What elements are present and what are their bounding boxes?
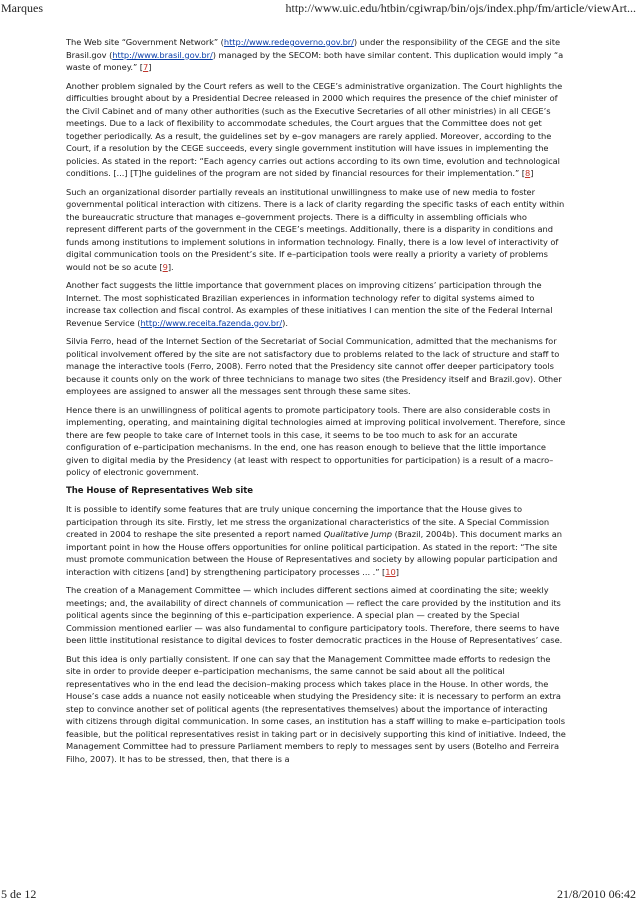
text: ]: [395, 566, 399, 577]
print-datetime: 21/8/2010 06:42: [556, 887, 636, 901]
text: Another problem signaled by the Court refers as well to the CEGE’s administrative organization. The Court highlights the difficulties brought about by a Presidential Decree released in 2000 which requires the presence of the chief minister of the Civil Cabinet and of many other authorities (such as the Executive Secretaries of all other ministries) in all CEGE’s meetings. Due to a lack of flexibility to accommodate schedules, the Court argues that the Committee does not get together periodically. As a result, the guidelines set by e–gov managers are rarely applied. Moreover, according to the Court, if a resolution by the CEGE succeeds, every single government institution will have issues in implementing the policies. As stated in the report: “Each agency carries out actions according to its own time, evolution and technological conditions. [...] [T]he guidelines of the program are not sided by financial resources for their implementation.” [: [66, 80, 563, 178]
header-author: Marques: [1, 1, 43, 15]
footnote-ref-9[interactable]: 9: [162, 261, 168, 272]
receita-fazenda-link[interactable]: http://www.receita.fazenda.gov.br/: [140, 317, 283, 328]
footnote-ref-10[interactable]: 10: [385, 566, 396, 577]
text: It is possible to identify some features that are truly unique concerning the importance that the House gives to participation through its site. Firstly, let me stress the organizational characteristics of the site. A Special Commission created in 2004 to reshape the site presented a report named: [66, 504, 550, 539]
text: ]: [148, 62, 152, 72]
text: The Web site “Government Network” (: [66, 37, 224, 47]
paragraph-2: [66, 80, 566, 180]
paragraph-6: Hence there is an unwillingness of political agents to promote participatory tools. There are also considerable costs in implementing, operating, and maintaining digital technologies aimed at improving political involvement. Therefore, since there are few people to take care of Internet tools in this case, it seems to be too much to ask for an accurate configuration of e–participation mechanisms. In the end, one has reason enough to believe that the little importance given to digital media by the Presidency (at least with respect to opportunities for participation) is a result of a macro–policy of electronic government.: [66, 404, 566, 477]
article-body: [66, 36, 566, 771]
paragraph-3: [66, 186, 566, 274]
text: ]: [530, 168, 534, 178]
text: ) under the responsibility of the CEGE and the site Brasil.gov (: [66, 37, 561, 60]
text: ) managed by the SECOM: both have similar content. This duplication would imply “a waste of money.” [: [66, 49, 564, 72]
report-title: Qualitative Jump: [323, 529, 392, 539]
section-heading: The House of Representatives Web site: [66, 485, 254, 496]
paragraph-8: The creation of a Management Committee — which includes different sections aimed at coordinating the site; weekly meetings; and, the availability of direct channels of communication — reflect the care provided by the institution and its political agents since the beginning of this e–participation experience. A special plan — created by the Special Commission mentioned earlier — was also fundamental to configure participatory tools. Therefore, there seems to have been little institutional resistance to digital devices to foster democratic practices in the House of Representatives’ case.: [66, 585, 563, 645]
header-url: http://www.uic.edu/htbin/cgiwrap/bin/ojs/index.php/fm/article/viewArt...: [285, 1, 636, 15]
text: ].: [167, 261, 174, 272]
paragraph-5: Silvia Ferro, head of the Internet Section of the Secretariat of Social Communication, admitted that the mechanisms for political involvement offered by the site are not satisfactory due to problems related to the lack of structure and staff to manage the interactive tools (Ferro, 2008). Ferro noted that the Presidency site cannot offer deeper participatory tools because it counts only on the work of three technicians to manage two sites (the Presidency itself and Brazil.gov). Other employees are assigned to answer all the messages sent through these same sites.: [66, 336, 562, 396]
paragraph-4: [66, 279, 566, 329]
text: Such an organizational disorder partially reveals an institutional unwillingness to make use of new media to foster governmental political interaction with citizens. There is a lack of clarity regarding the specific tasks of each entity within the bureaucratic structure that manages e–government projects. There is a difficulty in assembling officials who represent different parts of the government in the CEGE’s meetings. Additionally, there is a disparity in conditions and funds among institutions to implement solutions in information technology. Finally, there is a low level of interactivity of digital communication tools on the President’s site. If e–participation tools were really a priority a variety of problems would not be so acute [: [66, 186, 565, 272]
text: (Brazil, 2004b). This document marks an important point in how the House offers opportunities for online political participation. As stated in the report: “The site must promote communication between the House of Representatives and society by allowing popular participation and interaction with citizens [and] by strengthening participatory processes ... .” [: [66, 529, 562, 577]
paragraph-9: But this idea is only partially consistent. If one can say that the Management Committee made efforts to redesign the site in order to provide deeper e–participation mechanisms, the same cannot be said about all the political representatives who in the end lead the decision–making process which takes place in the House. In other words, the House’s case adds a nuance not easily noticeable when studying the Presidency site: it is necessary to perform an extra step to convince another set of political agents (the representatives themselves) about the importance of interacting with citizens through digital communication. In some cases, an institution has a staff willing to make e–participation tools feasible, but the political representatives resist in taking part or in decisively supporting this kind of initiative. Indeed, the Management Committee had to pressure Parliament members to reply to messages sent by users (Botelho and Ferreira Filho, 2007). It has to be stressed, then, that there is a: [66, 653, 566, 764]
paragraph-1: [66, 36, 566, 74]
paragraph-7: [66, 503, 566, 578]
page-number: 5 de 12: [1, 887, 37, 901]
redegoverno-link[interactable]: http://www.redegoverno.gov.br/: [223, 37, 354, 47]
footnote-ref-8[interactable]: 8: [524, 168, 531, 178]
text: ).: [282, 317, 288, 328]
text: Another fact suggests the little importance that government places on improving citizens’ participation through the Internet. The most sophisticated Brazilian experiences in information technology refer to digital systems aimed to increase tax collection and fiscal control. As examples of these initiatives I can mention the site of the Federal Internal Revenue Service (: [66, 280, 553, 328]
footnote-ref-7[interactable]: 7: [142, 62, 149, 72]
brasil-gov-link[interactable]: http://www.brasil.gov.br/: [112, 49, 213, 60]
